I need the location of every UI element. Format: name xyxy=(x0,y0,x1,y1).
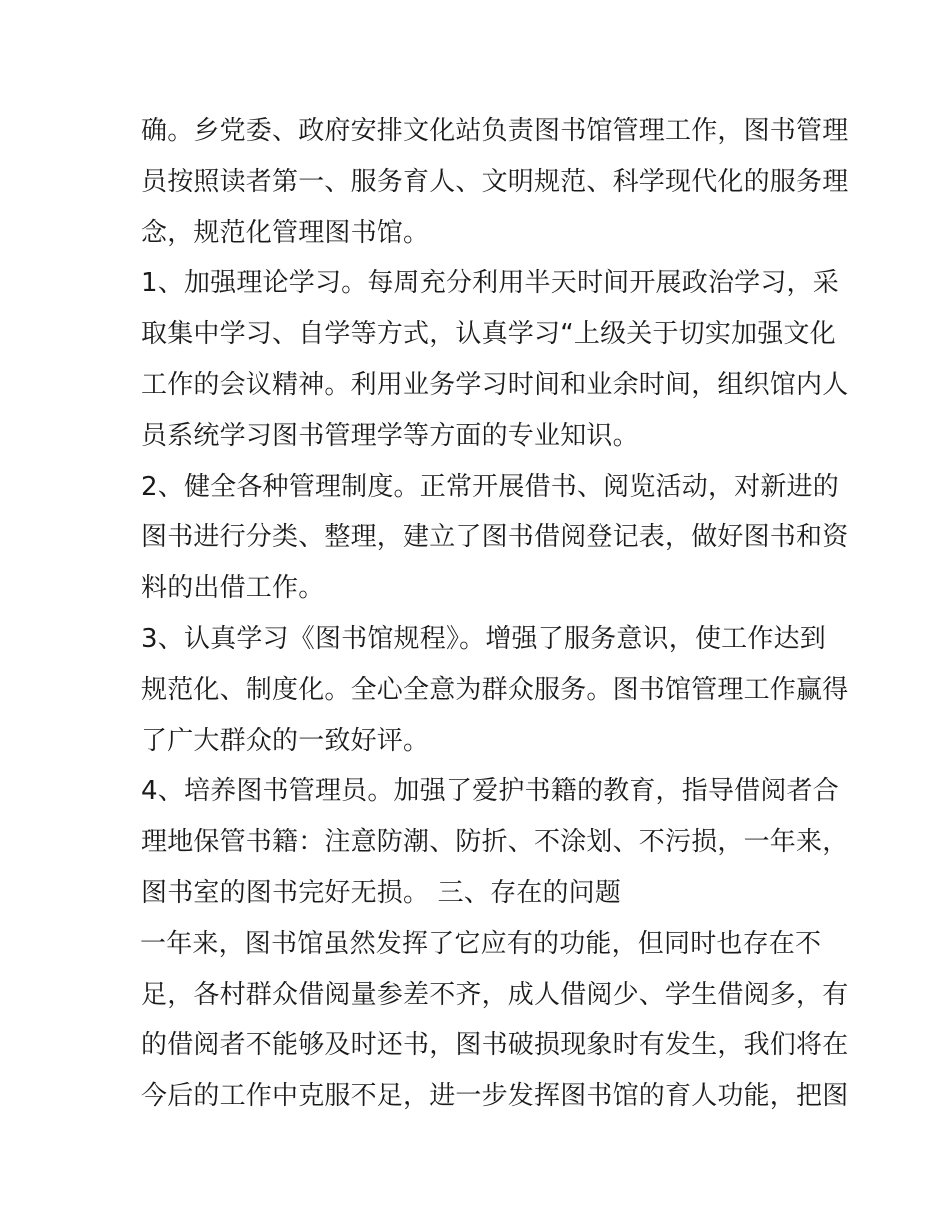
text-line: 料的出借工作。 xyxy=(141,573,325,604)
text-line: 规范化、制度化。全心全意为群众服务。图书馆管理工作赢得 xyxy=(141,674,849,705)
text-line: 员按照读者第一、服务育人、文明规范、科学现代化的服务理 xyxy=(141,166,849,197)
text-line: 3、认真学习《图书馆规程》。增强了服务意识，使工作达到 xyxy=(141,623,826,654)
text-line: 了广大群众的一致好评。 xyxy=(141,725,430,756)
text-line: 的借阅者不能够及时还书，图书破损现象时有发生，我们将在 xyxy=(141,1030,849,1061)
text-line: 员系统学习图书管理学等方面的专业知识。 xyxy=(141,420,639,451)
text-line: 足，各村群众借阅量参差不齐，成人借阅少、学生借阅多，有 xyxy=(141,979,849,1010)
text-line: 念，规范化管理图书馆。 xyxy=(141,217,430,248)
text-line: 图书进行分类、整理，建立了图书借阅登记表，做好图书和资 xyxy=(141,522,849,553)
text-line: 一年来，图书馆虽然发挥了它应有的功能，但同时也存在不 xyxy=(140,928,822,959)
text-line: 取集中学习、自学等方式，认真学习“上级关于切实加强文化 xyxy=(141,319,836,350)
body-text xyxy=(140,106,849,1122)
text-line: 理地保管书籍：注意防潮、防折、不涂划、不污损，一年来， xyxy=(141,827,849,858)
text-line: 工作的会议精神。利用业务学习时间和业余时间，组织馆内人 xyxy=(141,369,849,400)
text-line: 4、培养图书管理员。加强了爱护书籍的教育，指导借阅者合 xyxy=(141,776,839,807)
text-line: 图书室的图书完好无损。 三、存在的问题 xyxy=(141,877,622,908)
text-line: 确。乡党委、政府安排文化站负责图书馆管理工作，图书管理 xyxy=(141,116,849,146)
text-line: 1、加强理论学习。每周充分利用半天时间开展政治学习，采 xyxy=(141,268,839,299)
text-line: 2、健全各种管理制度。正常开展借书、阅览活动，对新进的 xyxy=(141,471,839,502)
text-line: 今后的工作中克服不足，进一步发挥图书馆的育人功能，把图 xyxy=(141,1081,849,1112)
